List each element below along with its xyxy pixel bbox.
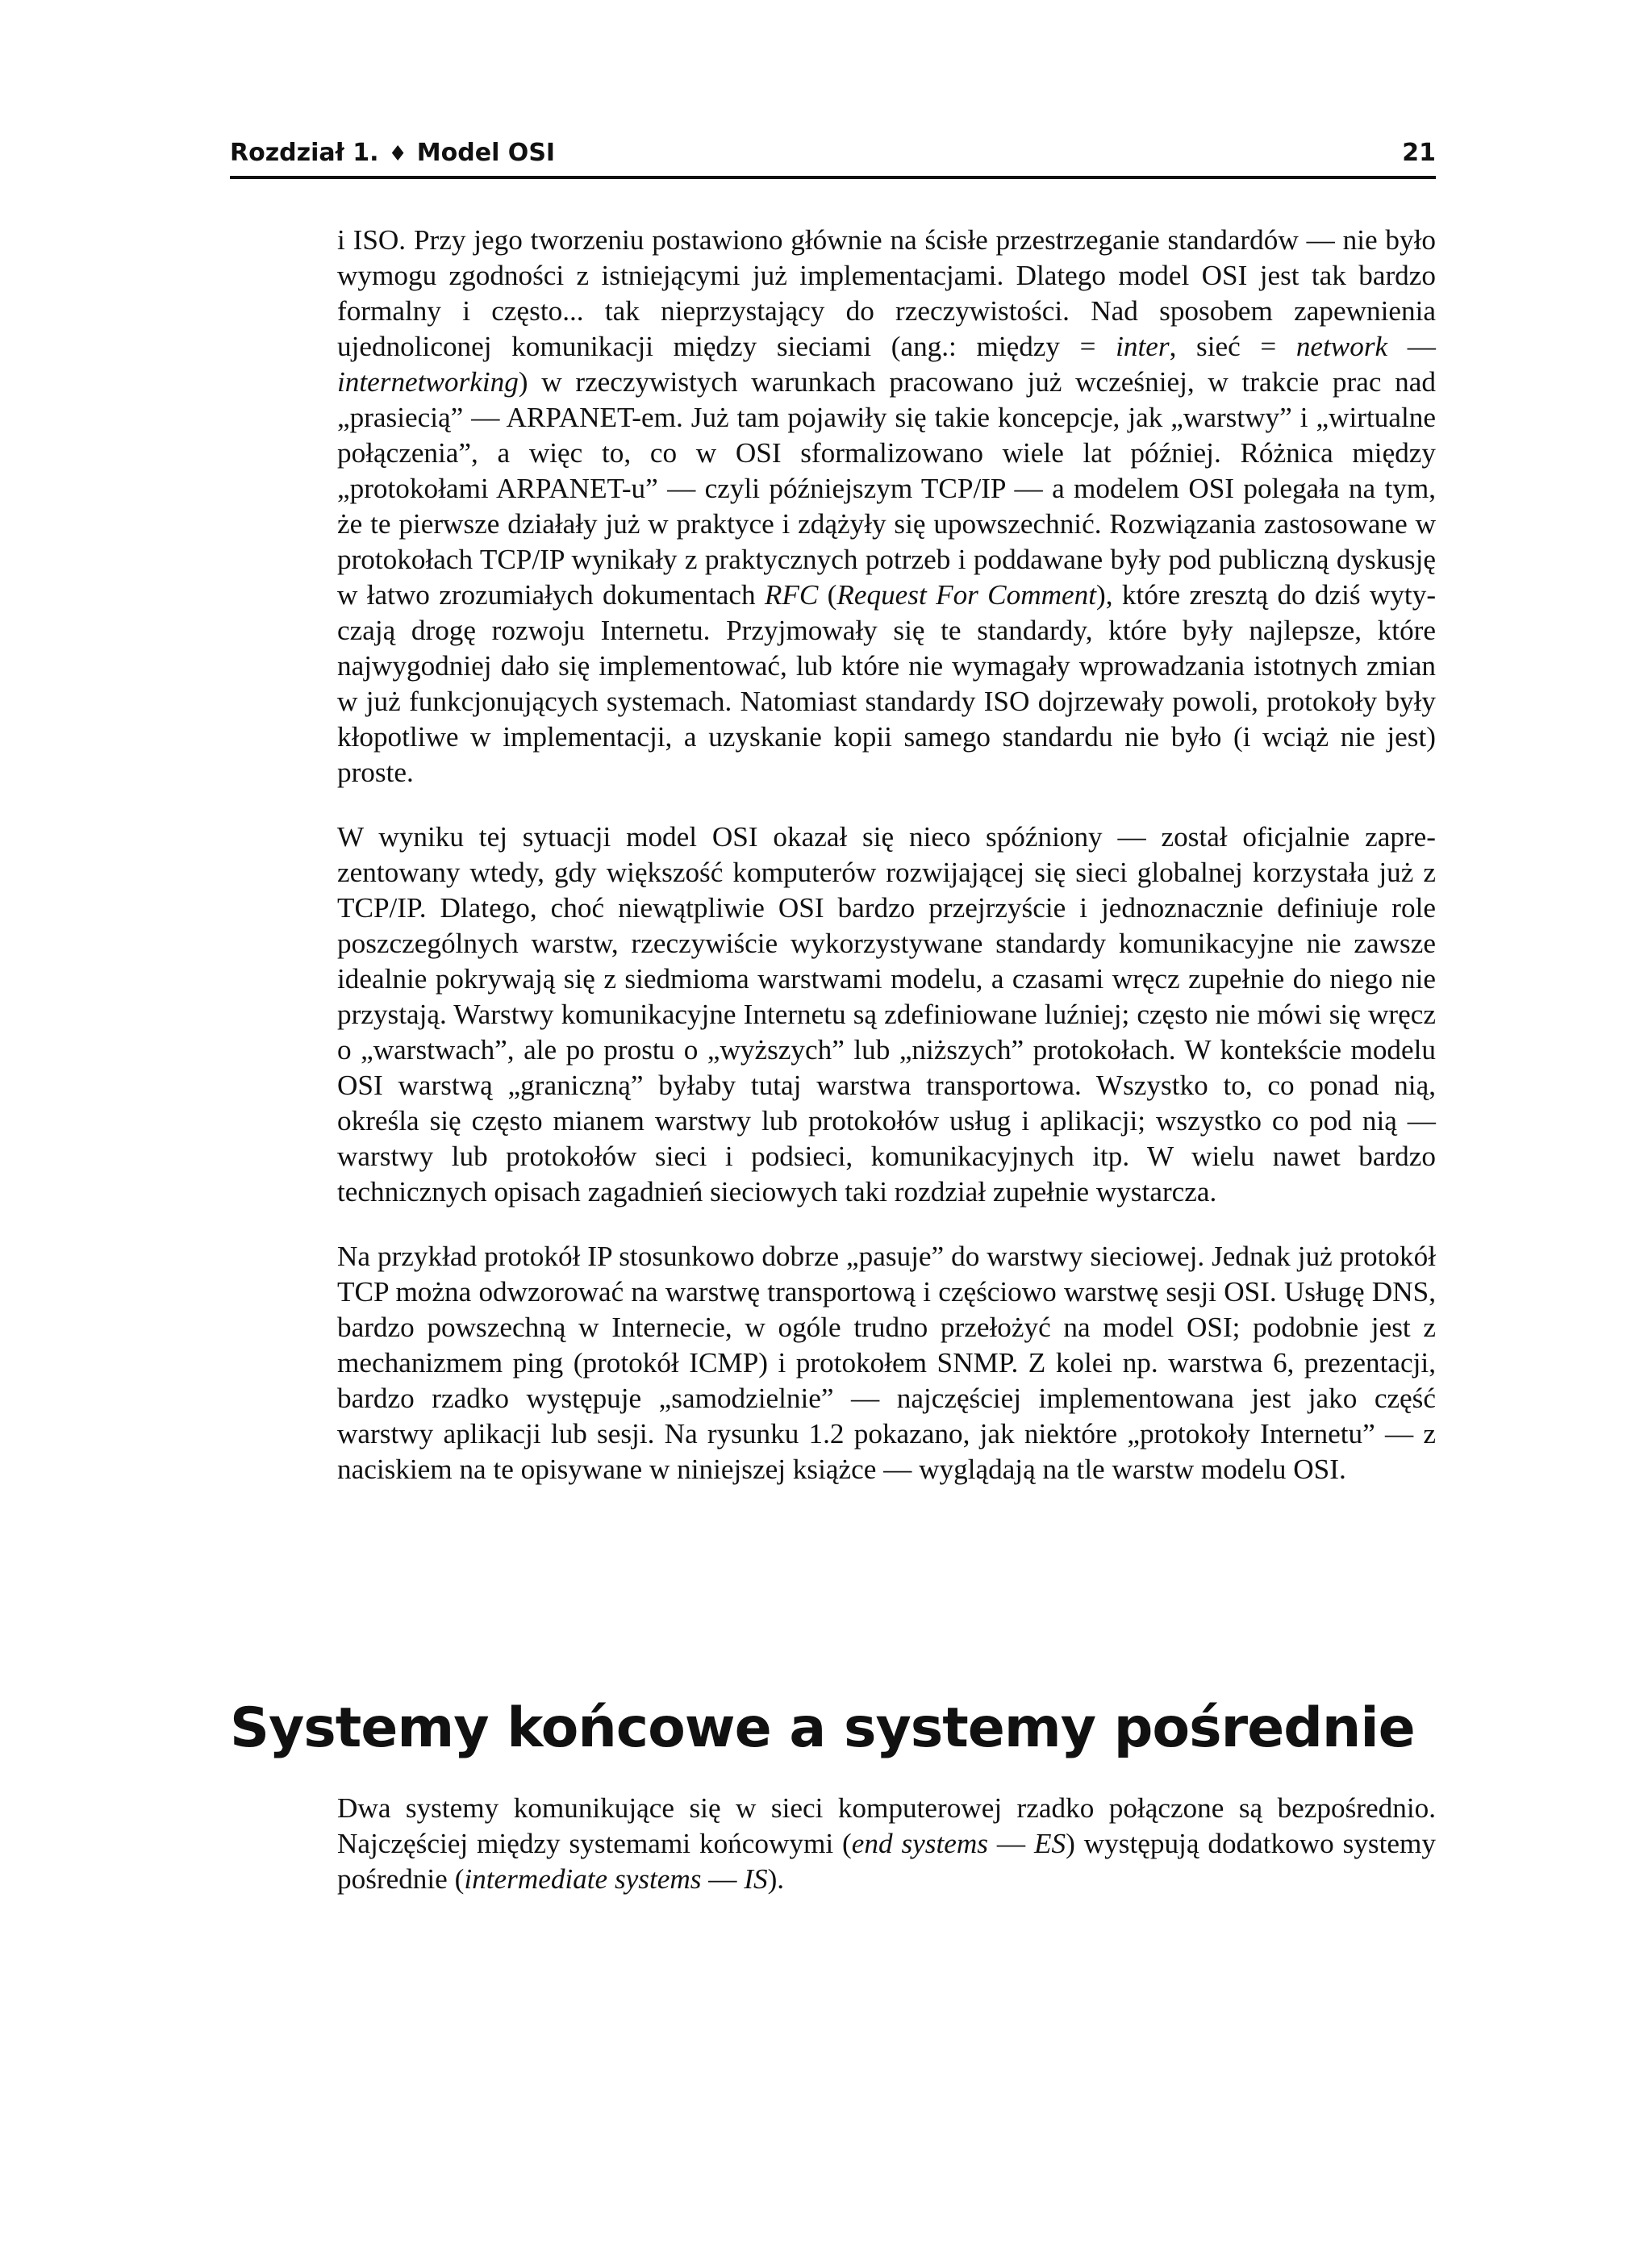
- text-run: ).: [767, 1863, 785, 1895]
- page-number: 21: [1402, 139, 1436, 167]
- chapter-title: [230, 136, 555, 172]
- text-run: , sieć =: [1169, 331, 1296, 362]
- text-run: Na przykład protokół IP stosunkowo dobrze „pasuje” do warstwy sieciowej. Jednak już protokół TCP można odwzorować na warstwę transportową i częściowo warstwę sesji OSI. Usługę DNS, bardzo powszechną w Internecie, w ogóle trudno przełożyć na model OSI; podobnie jest z mechanizmem ping (protokół ICMP) i protokołem SNMP. Z kolei np. warstwa 6, prezentacji, bardzo rzadko występuje „samodzielnie” — najczęściej implementowana jest jako część warstwy aplikacji lub sesji. Na rysunku 1.2 pokazano, jak niektóre „protokoły Internetu” — z naciskiem na te opisywane w niniejszej książce — wyglądają na tle warstw modelu OSI.: [337, 1241, 1436, 1485]
- text-run: Dwa systemy komunikujące się w sieci komputerowej rzadko połączone są bezpośrednio. Najczęściej między systemami końcowymi (: [337, 1792, 1436, 1859]
- text-run: W wyniku tej sytuacji model OSI okazał się nieco spóźniony — został oficjalnie zaprezentowany wtedy, gdy większość komputerów rozwijającej się sieci globalnej korzystała już z TCP/IP. Dlatego, choć niewątpliwie OSI bardzo przejrzyście i jednoznacznie definiuje role poszczególnych warstw, rzeczywiście wykorzystywane standardy komunikacyjne nie zawsze idealnie pokrywają się z siedmioma warstwami modelu, a czasami wręcz zupełnie do niego nie przystają. Warstwy komunikacyjne Internetu są zdefiniowane luźniej; często nie mówi się wręcz o „warstwach”, ale po prostu o „wyższych” lub „niższych” protokołach. W kontekście modelu OSI warstwą „graniczną” byłaby tutaj warstwa transportowa. Wszystko to, co ponad nią, określa się często mianem warstwy lub protokołów usług i aplikacji; wszystko co pod nią — warstwy lub protokołów sieci i podsieci, komunikacyjnych itp. W wielu nawet bardzo technicznych opisach zagadnień sieciowych taki rozdział zupełnie wystarcza.: [337, 821, 1436, 1208]
- text-run: ) występują dodatkowo systemy pośrednie (: [337, 1828, 1436, 1895]
- text-run: (: [818, 579, 837, 611]
- text-run: i ISO. Przy jego tworzeniu postawiono głównie na ścisłe przestrzeganie standardów — nie było wymogu zgodności z istniejącymi już implementacjami. Dlatego model OSI jest tak bardzo formalny i często... tak nieprzystający do rzeczywistości. Nad sposobem zapewnienia ujednoliconej komunikacji między sieciami (ang.: między =: [337, 224, 1436, 362]
- text-run: ), które zresztą do dziś wytyczają drogę rozwoju Internetu. Przyjmowały się te standardy, które były najlepsze, które najwygodniej dało się implementować, lub które nie wymagały wprowadzania istotnych zmian w już funkcjonujących systemach. Natomiast standardy ISO dojrzewały powoli, protokoły były kłopotliwe w implementacji, a uzyskanie kopii samego standardu nie było (i wciąż nie jest) proste.: [337, 579, 1437, 788]
- text-run: —: [1387, 331, 1436, 362]
- italic-run: RFC: [764, 579, 819, 611]
- paragraph: [337, 820, 1436, 1210]
- section-heading: Systemy końcowe a systemy pośrednie: [230, 1696, 1415, 1760]
- italic-run: Request For Comment: [836, 579, 1097, 611]
- paragraph: [337, 223, 1436, 790]
- italic-run: IS: [744, 1863, 768, 1895]
- paragraph: [337, 1239, 1436, 1487]
- text-run: —: [988, 1828, 1035, 1859]
- running-head: [230, 136, 1436, 171]
- italic-run: intermediate systems: [464, 1863, 702, 1895]
- diamond-separator-icon: ♦: [388, 142, 407, 166]
- body-text: [337, 223, 1436, 1516]
- text-run: ) w rzeczywistych warunkach pracowano już wcześniej, w trakcie prac nad „prasiecią” — ARPANET-em. Już tam pojawiły się takie koncepcje, jak „warstwy” i „wirtualne połączenia”, a więc to, co w OSI sformalizowano wiele lat później. Różnica między „protokołami ARPANET-u” — czyli późniejszym TCP/IP — a modelem OSI polegała na tym, że te pierwsze działały już w praktyce i zdążyły się upowszechnić. Rozwiązania zastosowane w protokołach TCP/IP wynikały z praktycznych potrzeb i poddawane były pod publiczną dyskusję w łatwo zrozumiałych dokumentach: [337, 366, 1436, 611]
- italic-run: inter: [1116, 331, 1170, 362]
- header-rule: [230, 176, 1436, 179]
- chapter-name: Model OSI: [416, 139, 556, 167]
- italic-run: network: [1295, 331, 1388, 362]
- paragraph: [337, 1791, 1436, 1897]
- text-run: —: [701, 1863, 745, 1895]
- italic-run: end systems: [851, 1828, 988, 1859]
- italic-run: ES: [1034, 1828, 1066, 1859]
- section-body-text: [337, 1791, 1436, 1926]
- italic-run: internetworking: [337, 366, 519, 398]
- chapter-label: Rozdział 1.: [230, 139, 379, 167]
